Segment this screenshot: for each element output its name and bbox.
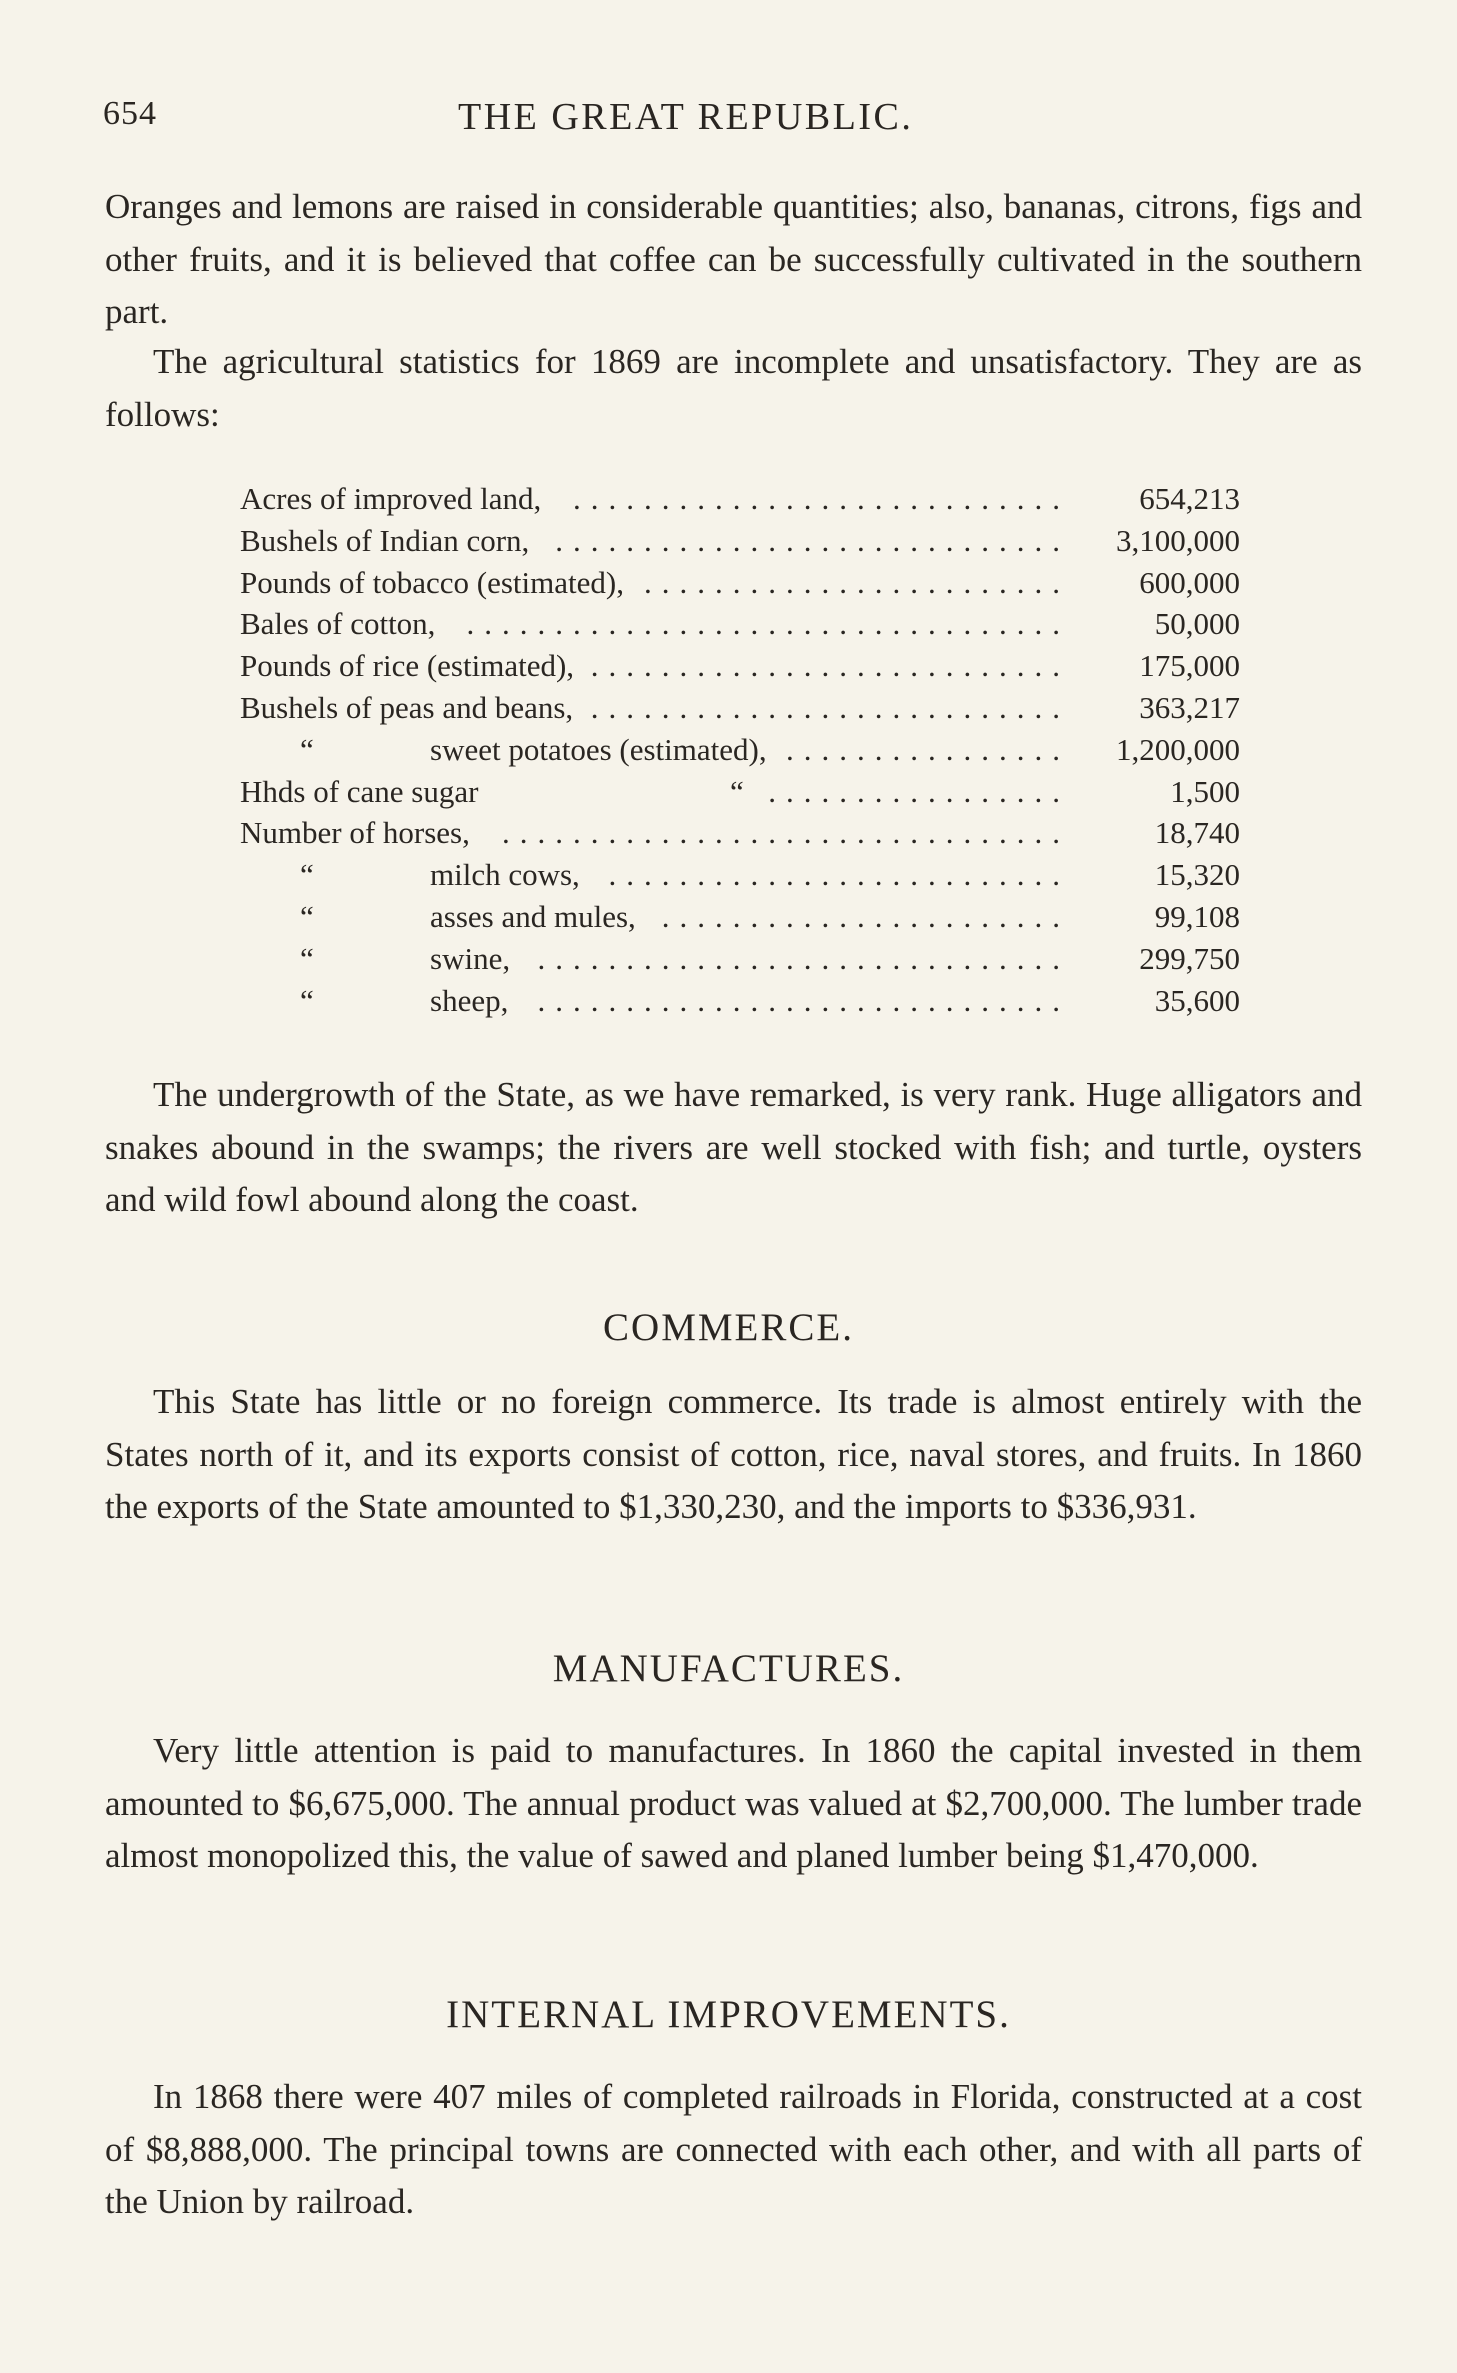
stat-row — [240, 603, 1240, 645]
leader-dots: .......................... — [608, 857, 1070, 893]
leader-dots: ........................... — [590, 689, 1070, 725]
leader-dots: ........................ — [644, 564, 1070, 600]
stat-label: milch cows, — [430, 857, 580, 893]
page-number: 654 — [103, 95, 157, 132]
ditto-mark: “ — [300, 940, 314, 976]
internal-improvements-heading: INTERNAL IMPROVEMENTS. — [446, 1993, 1011, 2036]
ditto-mark: “ — [300, 857, 314, 893]
stat-row — [240, 771, 1240, 813]
commerce-heading: COMMERCE. — [603, 1306, 854, 1349]
ditto-mark: “ — [730, 773, 744, 809]
stat-label: Pounds of rice (estimated), — [240, 648, 575, 684]
leader-dots: ....................... — [661, 898, 1070, 934]
manufactures-paragraph: Very little attention is paid to manufactures. In 1860 the capital invested in them amounted to $6,675,000. The annual product was valued at $2,700,000. The lumber trade almost monopolized this, the value of sawed and planed lumber being $1,470,000. — [105, 1731, 1362, 1875]
running-head — [103, 95, 1357, 145]
stat-row — [240, 938, 1240, 980]
stat-label: Number of horses, — [240, 815, 470, 851]
stat-row — [240, 854, 1240, 896]
stat-value: 363,217 — [1139, 689, 1240, 725]
stat-value: 50,000 — [1154, 606, 1240, 642]
stat-label: sheep, — [430, 982, 509, 1018]
stat-value: 654,213 — [1139, 481, 1240, 516]
stat-value: 18,740 — [1154, 815, 1240, 851]
stat-label: Acres of improved land, — [240, 481, 542, 516]
stat-label: Bushels of Indian corn, — [240, 522, 530, 558]
stat-row — [240, 562, 1240, 604]
stat-label: sweet potatoes (estimated), — [430, 731, 767, 767]
stat-value: 1,200,000 — [1116, 731, 1240, 767]
stat-row — [240, 812, 1240, 854]
stat-label: Bales of cotton, — [240, 606, 436, 642]
leader-dots: ........................... — [590, 648, 1070, 684]
leader-dots: .............................. — [537, 940, 1070, 976]
stat-row — [240, 729, 1240, 771]
stat-row — [240, 520, 1240, 562]
stat-row — [240, 896, 1240, 938]
leader-dots: ............................ — [573, 481, 1070, 516]
stat-row — [240, 645, 1240, 687]
stat-label: asses and mules, — [430, 898, 636, 934]
stats-intro-paragraph: The agricultural statistics for 1869 are incomplete and unsatisfactory. They are as follows: — [105, 342, 1362, 434]
fruits-paragraph: Oranges and lemons are raised in considerable quantities; also, bananas, citrons, figs and other fruits, and it is believed that coffee can be successfully cultivated in the southern part. — [105, 187, 1362, 331]
stat-value: 35,600 — [1154, 982, 1240, 1018]
stat-value: 15,320 — [1154, 857, 1240, 893]
stat-value: 175,000 — [1139, 648, 1240, 684]
stat-row — [240, 478, 1240, 520]
leader-dots: ................................ — [502, 815, 1070, 851]
stat-row — [240, 980, 1240, 1022]
commerce-paragraph: This State has little or no foreign commerce. Its trade is almost entirely with the States north of it, and its exports consist of cotton, rice, naval stores, and fruits. In 1860 the exports of the State amounted to $1,330,230, and the imports to $336,931. — [105, 1382, 1362, 1526]
stat-value: 1,500 — [1170, 773, 1240, 809]
stat-value: 299,750 — [1139, 940, 1240, 976]
stat-label: Bushels of peas and beans, — [240, 689, 574, 725]
ditto-mark: “ — [300, 982, 314, 1018]
stat-label: swine, — [430, 940, 511, 976]
agricultural-statistics-table — [240, 478, 1240, 1021]
manufactures-heading: MANUFACTURES. — [552, 1647, 905, 1690]
stat-label: Pounds of tobacco (estimated), — [240, 564, 624, 600]
ditto-mark: “ — [300, 898, 314, 934]
stat-value: 600,000 — [1139, 564, 1240, 600]
leader-dots: .............................. — [537, 982, 1070, 1018]
undergrowth-paragraph: The undergrowth of the State, as we have remarked, is very rank. Huge alligators and snakes abound in the swamps; the rivers are well stocked with fish; and turtle, oysters and wild fowl abound along the coast. — [105, 1075, 1362, 1219]
leader-dots: ................. — [768, 773, 1070, 809]
leader-dots: .................................. — [466, 606, 1070, 642]
stat-value: 3,100,000 — [1116, 522, 1240, 558]
stat-row — [240, 687, 1240, 729]
running-title: THE GREAT REPUBLIC. — [458, 96, 914, 138]
stat-label: Hhds of cane sugar — [240, 773, 479, 809]
internal-improvements-paragraph: In 1868 there were 407 miles of completed railroads in Florida, constructed at a cost of $8,888,000. The principal towns are connected with each other, and with all parts of the Union by railroad. — [105, 2077, 1362, 2221]
leader-dots: ............................. — [555, 522, 1070, 558]
stat-value: 99,108 — [1154, 898, 1240, 934]
leader-dots: ................ — [786, 731, 1070, 767]
ditto-mark: “ — [300, 731, 314, 767]
